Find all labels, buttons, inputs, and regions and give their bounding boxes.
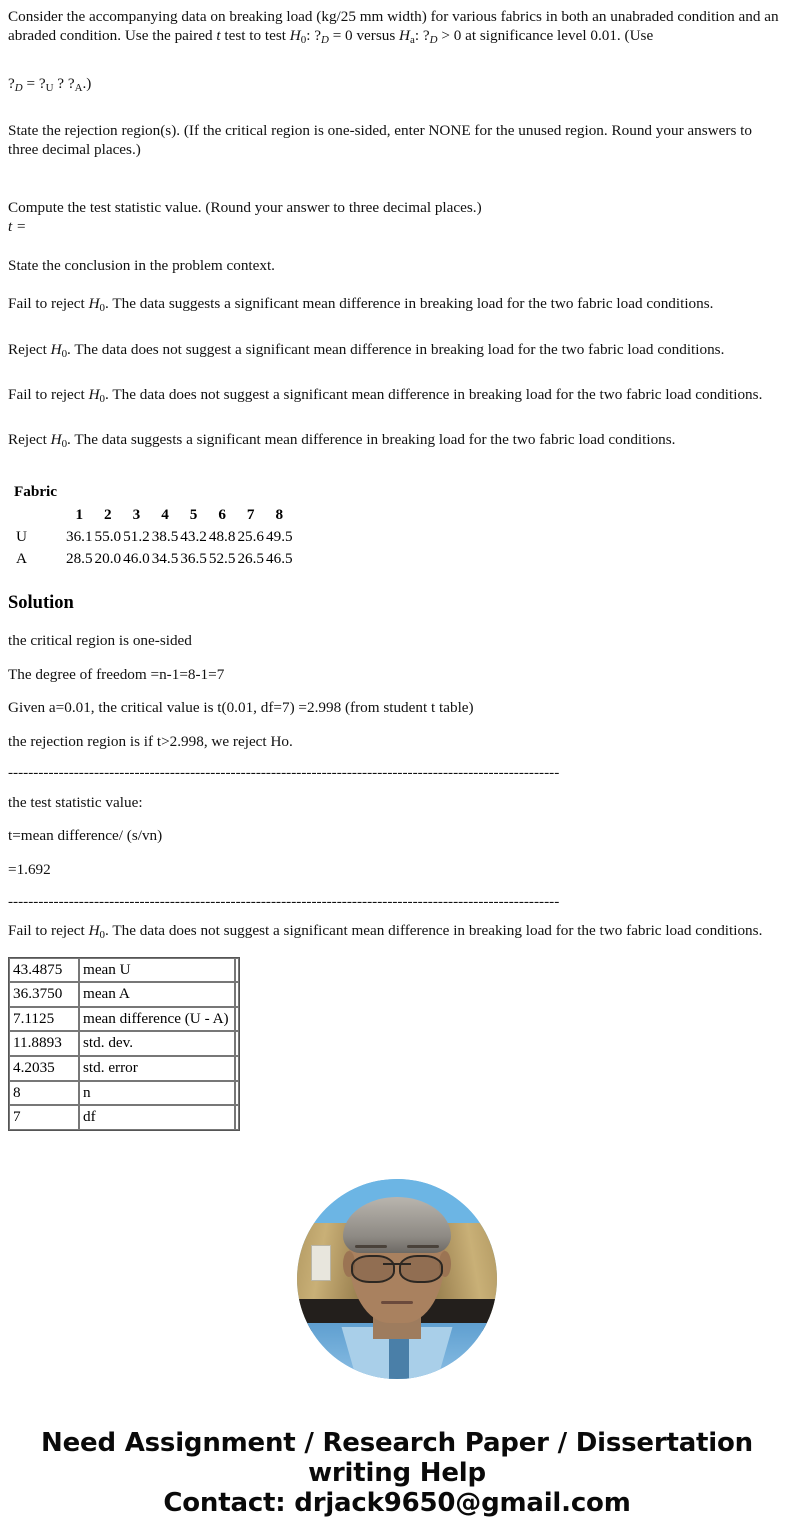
avatar-eyebrow-right (407, 1245, 439, 1248)
table-row (9, 1056, 239, 1081)
final-h-subscript: 0 (99, 929, 105, 942)
mu-a-subscript: A (74, 82, 83, 95)
h-null-subscript: 0 (300, 33, 307, 46)
choice-3-rest: . The data does not suggest a significant mean difference in breaking load for the two fabric load conditions. (105, 385, 763, 403)
fabric-data-table (8, 504, 294, 570)
choice-1-h-subscript: 0 (99, 302, 105, 315)
stat-spacer-cell (235, 982, 239, 1007)
avatar-glasses-bridge (383, 1263, 411, 1265)
fabric-a-value-3: 46.0 (123, 549, 150, 567)
fabric-col-header-3: 3 (132, 505, 141, 523)
fabric-header-row (8, 504, 294, 526)
fabric-corner-cell (8, 504, 65, 526)
table-row (8, 548, 294, 570)
stat-spacer-cell (235, 958, 239, 983)
italic-t-symbol: t (216, 26, 221, 44)
promo-line-2: writing Help (308, 1457, 486, 1488)
avatar-lens-left (351, 1255, 395, 1283)
stat-label-std-dev: std. dev. (79, 1031, 235, 1056)
fabric-row-label-a: A (16, 549, 27, 567)
intro-text-part1: Consider the accompanying data on breaking load (kg/25 mm width) for various fabrics in both an unabraded condition and an abraded condition. Use the paired (8, 8, 779, 44)
stat-value-mean-a: 36.3750 (9, 982, 79, 1007)
fabric-u-value-5: 43.2 (180, 527, 207, 545)
stat-value-std-dev: 11.8893 (9, 1031, 79, 1056)
stat-label-mean-difference: mean difference (U - A) (79, 1007, 235, 1032)
solution-critical-region-line: the critical region is one-sided (8, 632, 192, 649)
fabric-row-label-u: U (16, 527, 27, 545)
choice-2-h-subscript: 0 (61, 347, 68, 360)
mu-eq-sign: = (22, 74, 39, 92)
stat-spacer-cell (235, 1007, 239, 1032)
choice-2-lead: Reject (8, 340, 51, 358)
answer-choice-1[interactable] (8, 295, 786, 315)
choice-3-lead: Fail to reject (8, 385, 89, 403)
fabric-col-header-4: 4 (161, 505, 169, 523)
choice-4-h-symbol: H (50, 431, 62, 449)
stat-value-std-error: 4.2035 (9, 1056, 79, 1081)
solution-formula-line: t=mean difference/ (s/vn) (8, 827, 163, 845)
choice-2-h-symbol: H (50, 340, 62, 358)
table-row (9, 958, 239, 983)
mu-minus-operator: ? (53, 74, 68, 92)
mu-d-glyph-2: ? (422, 26, 430, 44)
table-row (9, 1007, 239, 1032)
stat-spacer-cell (235, 1105, 239, 1130)
avatar-lens-right (399, 1255, 443, 1283)
mu-d-subscript-3: D (14, 82, 23, 95)
mu-a-glyph: ? (67, 74, 75, 92)
stat-value-n: 8 (9, 1081, 79, 1106)
avatar-container (0, 1179, 794, 1379)
promo-line-3: Contact: drjack9650@gmail.com (163, 1487, 631, 1518)
promo-line-1: Need Assignment / Research Paper / Dissertation (41, 1427, 753, 1458)
mu-u-glyph: ? (38, 74, 46, 92)
answer-choice-2[interactable] (8, 341, 786, 361)
solution-final-conclusion (8, 922, 786, 942)
final-h-symbol: H (88, 922, 100, 940)
fabric-a-value-8: 46.5 (266, 549, 293, 567)
promo-banner (10, 1429, 784, 1519)
stat-value-df: 7 (9, 1105, 79, 1130)
divider-line-top: ------------------------------------------------------------------------------------------------------------- (8, 765, 560, 782)
answer-choice-3[interactable] (8, 386, 786, 406)
choice-2-rest: . The data does not suggest a significant mean difference in breaking load for the two fabric load conditions. (67, 340, 725, 358)
compute-test-statistic-prompt: Compute the test statistic value. (Round your answer to three decimal places.) (8, 199, 482, 217)
fabric-u-value-3: 51.2 (123, 527, 150, 545)
solution-critical-value-line: Given a=0.01, the critical value is t(0.01, df=7) =2.998 (from student t table) (8, 699, 474, 717)
fabric-col-header-2: 2 (104, 505, 112, 523)
choice-1-h-symbol: H (88, 295, 100, 313)
stat-label-n: n (79, 1081, 235, 1106)
stat-label-mean-a: mean A (79, 982, 235, 1007)
choice-3-h-subscript: 0 (99, 392, 105, 405)
fabric-a-value-2: 20.0 (94, 549, 122, 567)
intro-text-part2: test to test (220, 26, 290, 44)
mu-d-subscript-2: D (429, 33, 438, 46)
mu-u-subscript: U (45, 82, 54, 95)
answer-choice-4[interactable] (8, 431, 786, 451)
stats-summary-table-wrapper (8, 957, 794, 1131)
fabric-a-value-7: 26.5 (237, 549, 265, 567)
stat-value-mean-difference: 7.1125 (9, 1007, 79, 1032)
stat-spacer-cell (235, 1081, 239, 1106)
choice-4-rest: . The data suggests a significant mean difference in breaking load for the two fabric load conditions. (67, 431, 676, 449)
question-intro-paragraph (8, 8, 786, 47)
fabric-col-header-7: 7 (246, 505, 255, 523)
avatar-mouth (381, 1301, 413, 1304)
stat-label-mean-u: mean U (79, 958, 235, 983)
fabric-u-value-6: 48.8 (208, 527, 236, 545)
fabric-col-header-6: 6 (218, 505, 226, 523)
fabric-a-value-1: 28.5 (65, 549, 93, 567)
solution-result-line: =1.692 (8, 861, 51, 878)
solution-heading: Solution (8, 592, 74, 613)
stat-spacer-cell (235, 1056, 239, 1081)
avatar-tie (389, 1335, 409, 1379)
stat-label-df: df (79, 1105, 235, 1130)
choice-4-lead: Reject (8, 431, 51, 449)
table-row (9, 1081, 239, 1106)
fabric-u-value-4: 38.5 (151, 527, 179, 545)
fabric-u-value-7: 25.6 (237, 527, 265, 545)
mu-d-subscript-1: D (320, 33, 329, 46)
glasses-icon (351, 1255, 443, 1279)
final-conclusion-rest: . The data does not suggest a significant mean difference in breaking load for the two fabric load conditions. (105, 922, 763, 940)
fabric-col-header-8: 8 (275, 505, 284, 523)
h-alt-subscript: a (410, 33, 415, 46)
fabric-col-header-1: 1 (75, 505, 84, 523)
choice-3-h-symbol: H (88, 385, 100, 403)
intro-text-part5: : (414, 26, 423, 44)
choice-1-rest: . The data suggests a significant mean difference in breaking load for the two fabric load conditions. (105, 295, 714, 313)
stat-label-std-error: std. error (79, 1056, 235, 1081)
choice-4-h-subscript: 0 (61, 438, 68, 451)
fabric-a-value-4: 34.5 (151, 549, 179, 567)
divider-line-bottom: ------------------------------------------------------------------------------------------------------------- (8, 893, 560, 910)
final-conclusion-lead: Fail to reject (8, 922, 89, 940)
intro-text-part3: : (306, 26, 315, 44)
state-conclusion-prompt: State the conclusion in the problem context. (8, 256, 275, 274)
stats-summary-table (8, 957, 240, 1131)
t-equals-label: t = (8, 218, 27, 235)
avatar-wall-switch (311, 1245, 331, 1281)
h-alt-symbol: H (399, 26, 411, 44)
table-row (8, 526, 294, 548)
fabric-col-header-5: 5 (189, 505, 198, 523)
stat-spacer-cell (235, 1031, 239, 1056)
rejection-region-prompt: State the rejection region(s). (If the critical region is one-sided, enter NONE for the unused region. Round your answers to three decimal places.) (8, 122, 752, 158)
mu-definition-line (8, 75, 786, 95)
solution-degrees-freedom-line: The degree of freedom =n-1=8-1=7 (8, 665, 225, 683)
stat-value-mean-u: 43.4875 (9, 958, 79, 983)
fabric-u-value-1: 36.1 (65, 527, 93, 545)
fabric-a-value-5: 36.5 (180, 549, 207, 567)
avatar-eyebrow-left (355, 1245, 387, 1248)
mu-d-glyph-1: ? (314, 26, 321, 44)
solution-rejection-region-line: the rejection region is if t>2.998, we reject Ho. (8, 732, 293, 750)
table-row (9, 1031, 239, 1056)
table-row (9, 1105, 239, 1130)
table-row (9, 982, 239, 1007)
solution-test-statistic-label: the test statistic value: (8, 793, 143, 811)
fabric-table-title: Fabric (14, 482, 58, 500)
fabric-u-value-2: 55.0 (94, 527, 122, 545)
mu-line-end: .) (82, 74, 92, 92)
intro-text-part6: > 0 at significance level 0.01. (Use (437, 26, 654, 44)
fabric-a-value-6: 52.5 (208, 549, 236, 567)
h-null-symbol: H (289, 26, 301, 44)
mu-d-glyph-3: ? (8, 74, 15, 92)
fabric-data-table-wrapper (8, 483, 794, 570)
fabric-u-value-8: 49.5 (266, 527, 293, 545)
avatar (297, 1179, 497, 1379)
intro-text-part4: = 0 versus (328, 26, 400, 44)
choice-1-lead: Fail to reject (8, 295, 89, 313)
